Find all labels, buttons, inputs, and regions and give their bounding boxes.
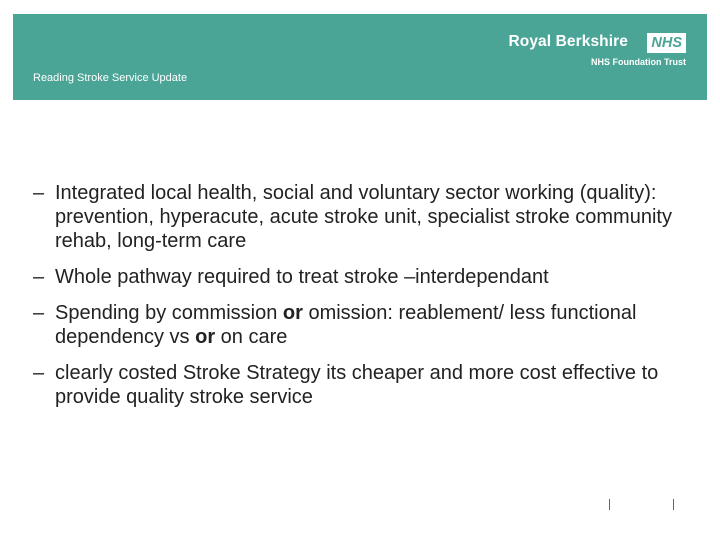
dash-marker: – — [33, 266, 45, 288]
bullet-item — [33, 361, 693, 409]
bullet-text-bold: or — [195, 326, 216, 348]
footer-divider — [609, 499, 610, 510]
bullet-text: Whole pathway required to treat stroke –interdependant — [55, 266, 549, 288]
slide-header-title: Reading Stroke Service Update — [33, 72, 188, 84]
dash-marker: – — [33, 362, 45, 384]
bullet-text: omission: reablement/ less functional dependency vs — [55, 302, 637, 348]
footer-divider — [673, 499, 674, 510]
bullet-text: Integrated local health, social and voluntary sector working (quality): prevention, hyperacute, acute stroke unit, specialist stroke community rehab, long-term care — [55, 182, 672, 252]
bullet-text: on care — [215, 326, 288, 348]
bullet-item — [33, 265, 693, 289]
bullet-text-bold: or — [282, 302, 303, 324]
bullet-item — [33, 181, 693, 253]
logo-org-name: Royal Berkshire — [508, 33, 628, 50]
bullet-list — [33, 181, 693, 421]
dash-marker: – — [33, 182, 45, 204]
header-band — [13, 14, 707, 100]
trust-logo — [508, 33, 686, 69]
logo-trust-name: NHS Foundation Trust — [591, 57, 686, 67]
bullet-item — [33, 301, 693, 349]
bullet-text: clearly costed Stroke Strategy its cheaper and more cost effective to provide quality stroke service — [55, 362, 659, 408]
bullet-text: Spending by commission — [55, 302, 283, 324]
nhs-badge: NHS — [647, 33, 686, 53]
dash-marker: – — [33, 302, 45, 324]
